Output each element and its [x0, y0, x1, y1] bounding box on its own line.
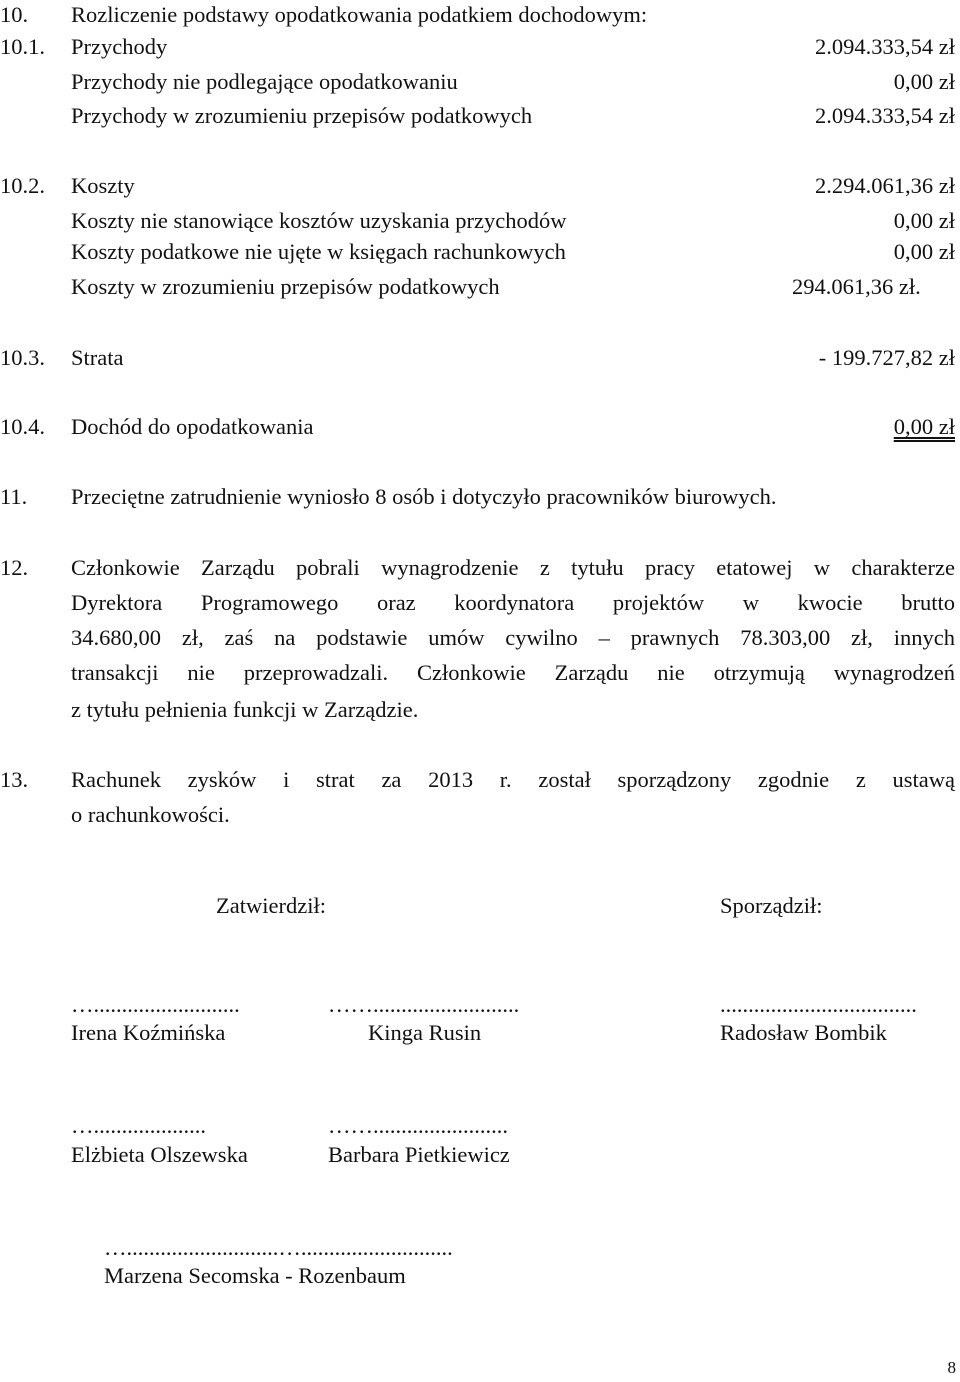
- section-12-line: Członkowie Zarządu pobrali wynagrodzenie z tytułu pracy etatowej w charakterze: [71, 555, 955, 580]
- section-13-line: o rachunkowości.: [71, 802, 230, 827]
- section-12-line: 34.680,00 zł, zaś na podstawie umów cywilno – prawnych 78.303,00 zł, innych: [71, 625, 955, 650]
- signatory-name: Radosław Bombik: [720, 1020, 887, 1045]
- section-13-line: Rachunek zysków i strat za 2013 r. został sporządzony zgodnie z ustawą: [71, 767, 955, 792]
- unbooked-costs-amount: 0,00 zł: [893, 239, 955, 264]
- section-10-title: Rozliczenie podstawy opodatkowania podatkiem dochodowym:: [71, 2, 648, 27]
- non-taxable-revenues-label: Przychody nie podlegające opodatkowaniu: [71, 69, 458, 94]
- taxable-income-amount: 0,00 zł: [893, 414, 955, 439]
- taxable-income-label: Dochód do opodatkowania: [71, 414, 314, 439]
- section-12-number: 12.: [0, 555, 29, 580]
- signature-line: …....................: [71, 1113, 206, 1138]
- signatory-name: Barbara Pietkiewicz: [328, 1142, 510, 1167]
- non-deductible-costs-amount: 0,00 zł: [893, 208, 955, 233]
- loss-number: 10.3.: [0, 345, 45, 370]
- costs-number: 10.2.: [0, 173, 45, 198]
- non-deductible-costs-label: Koszty nie stanowiące kosztów uzyskania przychodów: [71, 208, 567, 233]
- signature-line: …..........................: [71, 992, 240, 1017]
- signature-line: ……..........................: [328, 992, 520, 1017]
- approved-label: Zatwierdził:: [216, 893, 326, 918]
- taxable-income-number: 10.4.: [0, 414, 45, 439]
- non-taxable-revenues-amount: 0,00 zł: [893, 69, 955, 94]
- signature-line: ...................................: [720, 992, 917, 1017]
- costs-amount: 2.294.061,36 zł: [815, 173, 955, 198]
- section-12-line: transakcji nie przeprowadzali. Członkowie Zarządu nie otrzymują wynagrodzeń: [71, 660, 955, 685]
- tax-revenues-amount: 2.094.333,54 zł: [815, 103, 955, 128]
- section-12-line: Dyrektora Programowego oraz koordynatora projektów w kwocie brutto: [71, 590, 955, 615]
- section-11-text: Przeciętne zatrudnienie wyniosło 8 osób i dotyczyło pracowników biurowych.: [71, 484, 777, 509]
- loss-label: Strata: [71, 345, 124, 370]
- section-13-number: 13.: [0, 767, 29, 792]
- tax-costs-amount: 294.061,36 zł.: [792, 274, 921, 299]
- revenues-label: Przychody: [71, 34, 168, 59]
- tax-costs-label: Koszty w zrozumieniu przepisów podatkowych: [71, 274, 500, 299]
- prepared-label: Sporządził:: [720, 893, 823, 918]
- section-11-number: 11.: [0, 484, 28, 509]
- tax-revenues-label: Przychody w zrozumieniu przepisów podatkowych: [71, 103, 533, 128]
- signatory-name: Elżbieta Olszewska: [71, 1142, 248, 1167]
- section-10-number: 10.: [0, 2, 29, 27]
- page-number: 8: [947, 1358, 956, 1377]
- signatory-name: Irena Koźmińska: [71, 1020, 226, 1045]
- signature-line: ……........................: [328, 1113, 508, 1138]
- signatory-name: Kinga Rusin: [368, 1020, 482, 1045]
- revenues-amount: 2.094.333,54 zł: [815, 34, 955, 59]
- revenues-number: 10.1.: [0, 34, 45, 59]
- section-12-line: z tytułu pełnienia funkcji w Zarządzie.: [71, 697, 419, 722]
- costs-label: Koszty: [71, 173, 135, 198]
- signature-line: …...........................…...........................: [104, 1235, 453, 1260]
- signatory-name: Marzena Secomska - Rozenbaum: [104, 1263, 406, 1288]
- unbooked-costs-label: Koszty podatkowe nie ujęte w księgach rachunkowych: [71, 239, 566, 264]
- loss-amount: - 199.727,82 zł: [818, 345, 955, 370]
